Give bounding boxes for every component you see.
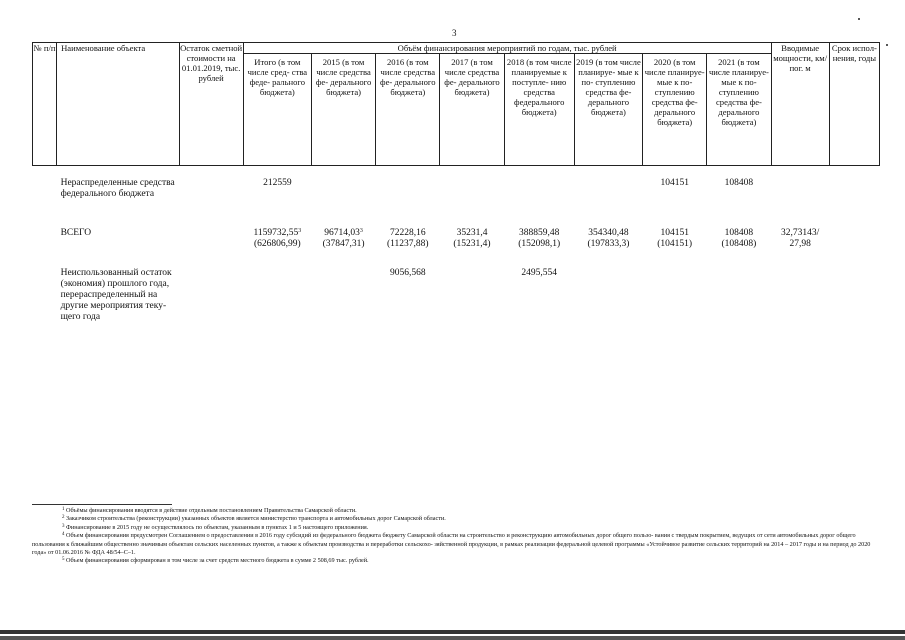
subheader-2018: 2018 (в том числе планируемые к поступле- нию средства федерального бюджета) [504,54,574,166]
cell-total [243,228,311,268]
cell-2016: 9056,568 [389,267,426,278]
cell-2016: 72228,16 (11237,88) [386,227,429,249]
table-row [33,268,880,348]
cell-2016 [376,166,440,228]
cell-2017: 35231,4 (15231,4) [453,227,491,249]
cell-total-federal: (626806,99) [253,238,301,249]
cell-2021: 108408 (108408) [721,227,757,249]
subheader-2016: 2016 (в том числе средства фе- дерального бюджета) [376,54,440,166]
footnotes [32,504,882,566]
cell-2015 [311,166,375,228]
scan-edge-line [0,630,905,634]
subheader-2019: 2019 (в том числе планируе- мые к по- ступлению средства фе- дерального бюджета) [574,54,642,166]
page-number: 3 [452,28,457,38]
cell-2021: 108408 [724,178,754,188]
footnote-text: Объёмы финансирования вводятся в действие отдельным постановлением Правительства Самарской области. [66,507,357,514]
cell-2018: 388859,48 (152098,1) [518,227,561,249]
footnote-1: $^1$ Объёмы финансирования вводятся в действие отдельным постановлением Правительства Самарской области. [62,507,357,514]
cell-capacity [771,166,829,228]
header-name: Наименование объекта [57,43,179,166]
subheader-2015: 2015 (в том числе средства фе- дерального бюджета) [311,54,375,166]
footnote-text: Финансирование в 2015 году не осуществлялось по объектам, указанным в пунктах 1 и 5 настоящего приложения. [66,523,369,531]
footnote-3: $^3$ Финансирование в 2015 году не осуществлялось по объектам, указанным в пунктах 1 и 5 настоящего приложения. [62,523,369,531]
header-row [33,43,880,54]
row-name-text: ВСЕГО [60,227,92,238]
scan-speck [886,44,888,46]
cell-term [829,228,879,268]
cell-2015-federal: (37847,31) [322,238,365,249]
row-name [57,228,179,268]
header-no: № п/п [33,43,57,166]
row-name: Нераспределенные средства федерального бюджета [60,178,175,199]
subheader-2020: 2020 (в том числе планируе- мые к по- ступлению средства фе- дерального бюджета) [643,54,707,166]
cell-2020: 104151 [660,178,689,188]
subheader-total: Итого (в том числе сред- ства феде- рального бюджета) [243,54,311,166]
footnote-text: Заказчиком строительства (реконструкции) указанных объектов является министерство транспорта и автомобильных дорог Самарской области. [66,515,446,523]
table-row [33,228,880,268]
subheader-2017: 2017 (в том числе средства фе- дерального бюджета) [440,54,504,166]
footnote-divider [32,504,172,505]
row-name: Неиспользованный остаток (экономия) прошлого года, перераспределенный на другие мероприятия теку- щего года [60,267,172,322]
table-row [33,166,880,228]
cell-2018 [504,166,574,228]
cell-term [829,268,879,348]
scan-edge-line [0,636,905,640]
cell-total: 212559 [263,178,292,188]
footnote-4: $^4$ Объем финансирования предусмотрен Соглашением о предоставлении в 2016 году субсидий из федерального бюджета бюджету Самарской области на строительство и реконструкцию автомобильных дорог общего пользо- вания с твердым покрытием, ведущих от сети автомобильных дорог общего пользования к ближайшим общественно значимым объектам сельских населенных пунктов, а также к объектам производства и переработки сельскохо- зяйственной продукции, в рамках реализации федеральной целевой программы «Устойчивое развитие сельских территорий на 2014 – 2017 годы и на период до 2020 года» от 01.06.2016 № ФДА 48/54–С–1. [32,532,871,557]
footnote-5: $^5$ Объем финансирования сформирован в том числе за счет средств местного бюджета в сумме 2 508,69 тыс. рублей. [62,557,369,565]
cell-2019 [574,268,642,348]
footnote-text: Объем финансирования предусмотрен Соглашением о предоставлении в 2016 году субсидий из федерального бюджета бюджету Самарской области на строительство и реконструкцию автомобильных дорог общего пользо- вания с твердым покрытием, ведущих от сети автомобильных дорог общего пользования к ближайшим общественно значимым объектам сельских населенных пунктов, а также к объектам производства и переработки сельскохо- зяйственной продукции, в рамках реализации федеральной целевой программы «Устойчивое развитие сельских территорий на 2014 – 2017 годы и на период до 2020 года» от 01.06.2016 № ФДА 48/54–С–1. [32,532,871,557]
cell-total [243,268,311,348]
cell-2019 [574,166,642,228]
header-capacity: Вводимые мощности, км/пог. м [771,43,829,166]
cell-2018: 2495,554 [521,267,558,278]
cell-2015 [311,268,375,348]
cell-2017 [440,268,504,348]
footnote-text: Объем финансирования сформирован в том числе за счет средств местного бюджета в сумме 2 508,69 тыс. рублей. [66,557,369,565]
footnote-2: $^2$ Заказчиком строительства (реконструкции) указанных объектов является министерство транспорта и автомобильных дорог Самарской области. [62,515,446,523]
cell-capacity [771,268,829,348]
cell-total-main: 1159732,55$^3$ [253,227,302,238]
cell-2021 [707,268,771,348]
header-remainder: Остаток сметной стоимости на 01.01.2019, тыс. рублей [179,43,243,166]
cell-term [829,166,879,228]
cell-2015-main: 96714,03$^3$ [324,227,363,238]
funding-table [32,42,880,348]
cell-2015 [311,228,375,268]
cell-2019: 354340,48 (197833,3) [587,227,630,249]
header-term: Срок испол- нения, годы [829,43,879,166]
cell-2017 [440,166,504,228]
subheader-2021: 2021 (в том числе планируе- мые к по- ступлению средства фе- дерального бюджета) [707,54,771,166]
cell-2020: 104151 (104151) [657,227,693,249]
header-funding-group: Объём финансирования мероприятий по годам, тыс. рублей [243,43,771,54]
cell-capacity: 32,73143/ 27,98 [781,227,820,249]
scan-speck [858,18,860,20]
cell-2020 [643,268,707,348]
